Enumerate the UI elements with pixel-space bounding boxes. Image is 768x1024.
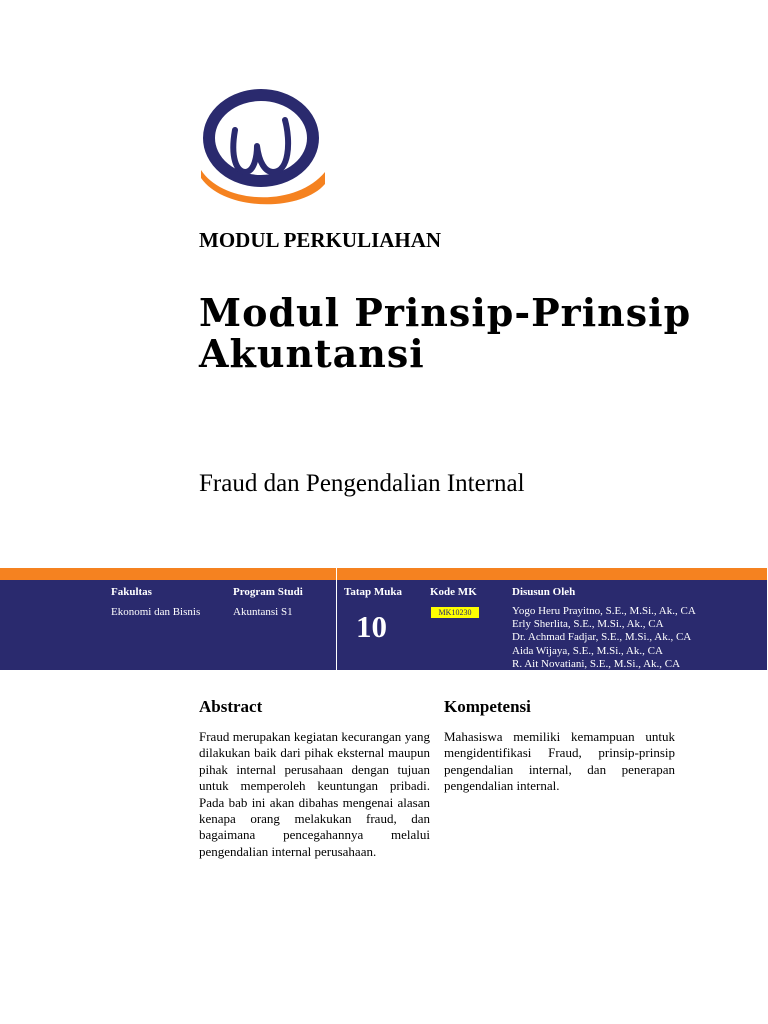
author-name: Yogo Heru Prayitno, S.E., M.Si., Ak., CA bbox=[512, 605, 696, 617]
author-list bbox=[512, 605, 696, 671]
tatap-muka-value: 10 bbox=[356, 609, 387, 644]
program-studi-label: Program Studi bbox=[233, 586, 303, 598]
author-name: Dr. Achmad Fadjar, S.E., M.Si., Ak., CA bbox=[512, 631, 692, 644]
abstract-heading: Abstract bbox=[199, 697, 263, 716]
disusun-oleh-label: Disusun Oleh bbox=[512, 586, 576, 598]
abstract-text: Fraud merupakan kegiatan kecurangan yang dilakukan baik dari pihak eksternal maupun pihak internal perusahaan dengan tujuan untuk memperoleh keuntungan pribadi. Pada bab ini akan dibahas mengenai alasan kenapa orang melakukan fraud, dan bagaimana pencegahannya melalui pengendalian internal perusahaan. bbox=[199, 729, 430, 859]
program-studi-value: Akuntansi S1 bbox=[233, 606, 293, 618]
author-name: R. Ait Novatiani, S.E., M.Si., Ak., CA bbox=[512, 657, 681, 670]
band-divider-left bbox=[336, 549, 337, 670]
page-title: Modul Prinsip-Prinsip Akuntansi bbox=[199, 290, 692, 376]
kompetensi-text: Mahasiswa memiliki kemampuan untuk mengidentifikasi Fraud, prinsip-prinsip pengendalian internal, dan penerapan pengendalian internal. bbox=[444, 729, 675, 794]
w-letter-logo-icon bbox=[197, 88, 329, 208]
fakultas-label: Fakultas bbox=[111, 586, 152, 598]
fakultas-value: Ekonomi dan Bisnis bbox=[111, 606, 201, 618]
page-subtitle: Fraud dan Pengendalian Internal bbox=[199, 470, 525, 497]
module-kicker: MODUL PERKULIAHAN bbox=[199, 228, 442, 252]
author-name: Erly Sherlita, S.E., M.Si., Ak., CA bbox=[512, 618, 664, 631]
kode-mk-label: Kode MK bbox=[430, 586, 477, 598]
orange-stripe bbox=[0, 568, 768, 580]
tatap-muka-label: Tatap Muka bbox=[344, 586, 402, 598]
kompetensi-heading: Kompetensi bbox=[444, 697, 531, 716]
author-name: Aida Wijaya, S.E., M.Si., Ak., CA bbox=[512, 644, 663, 657]
kode-mk-value: MK10230 bbox=[431, 607, 479, 618]
